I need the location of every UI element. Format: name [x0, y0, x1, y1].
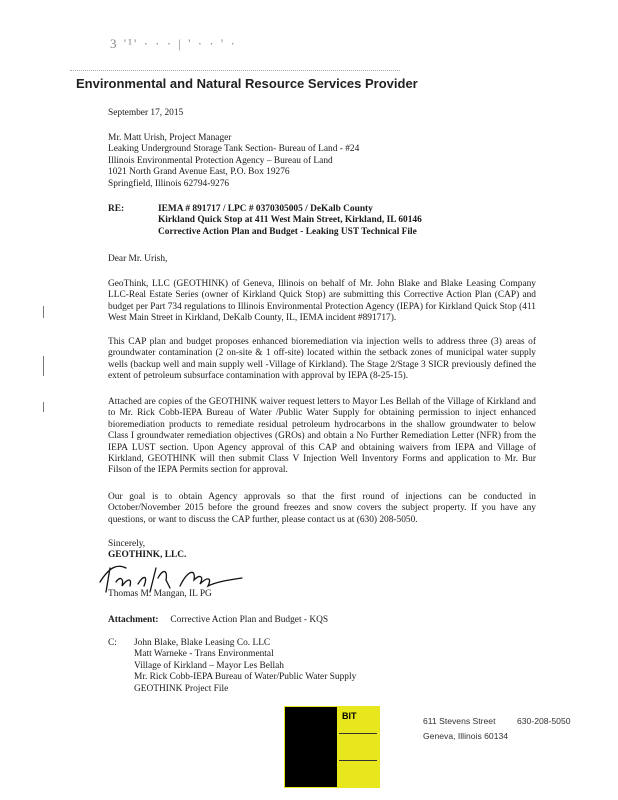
logo-text: BIT — [342, 711, 357, 721]
cc-item: GEOTHINK Project File — [134, 683, 229, 694]
cc-item: John Blake, Blake Leasing Co. LLC — [134, 638, 271, 648]
letterhead-tagline: Environmental and Natural Resource Services Provider — [76, 76, 418, 91]
body-paragraph-1: GeoThink, LLC (GEOTHINK) of Geneva, Illinois on behalf of Mr. John Blake and Blake Leasing Company LLC-Real Estate Series (owner of Kirkland Quick Stop) are submitting this Corrective Action Plan (CAP) and budget per Part 734 regulations to Illinois Environmental Protection Agency (IEPA) for Kirkland Quick Stop (411 West Main Street in Kirkland, DeKalb County, IL, IEMA incident #891717). — [108, 279, 536, 324]
subject-block — [158, 204, 422, 238]
margin-mark — [43, 356, 44, 376]
logo-rule — [339, 733, 377, 734]
body-paragraph-2: This CAP plan and budget proposes enhanced bioremediation via injection wells to address three (3) areas of groundwater contamination (2 on-site & 1 off-site) located within the setback zones of municipal water supply wells (backup well and main supply well -Village of Kirkland). The Stage 2/Stage 3 SICR previously defined the extent of petroleum subsurface contamination with approval by IEPA (8-25-15). — [108, 337, 536, 382]
cc-list — [134, 638, 356, 695]
cc-item: Matt Warneke - Trans Environmental — [134, 649, 274, 660]
header-dotted-rule — [70, 70, 400, 73]
footer-city: Geneva, Illinois 60134 — [423, 731, 509, 741]
top-scribble: 3 '¹' · · · | ' · · ' · — [110, 36, 237, 51]
subject-line: Kirkland Quick Stop at 411 West Main Street, Kirkland, IL 60146 — [158, 215, 422, 226]
re-label: RE: — [108, 204, 125, 214]
cc-item: Village of Kirkland – Mayor Les Bellah — [134, 660, 284, 671]
recipient-line: Illinois Environmental Protection Agency – Bureau of Land — [108, 155, 333, 166]
signer-name: Thomas M. Mangan, IL PG — [108, 589, 212, 599]
recipient-line: 1021 North Grand Avenue East, P.O. Box 19276 — [108, 167, 290, 178]
letter-date: September 17, 2015 — [108, 108, 184, 118]
closing-block — [108, 539, 186, 562]
attachment-line — [108, 615, 328, 626]
recipient-line: Leaking Underground Storage Tank Section- Bureau of Land - #24 — [108, 144, 360, 155]
footer-phone: 630-208-5050 — [517, 716, 571, 726]
body-paragraph-3: Attached are copies of the GEOTHINK waiver request letters to Mayor Les Bellah of the Village of Kirkland and to Mr. Rick Cobb-IEPA Bureau of Water /Public Water Supply for obtaining permission to inject enhanced bioremediation products to remediate residual petroleum hydrocarbons in the shallow groundwater to below Class I groundwater remediation objectives (GROs) and obtain a No Further Remediation Letter (NFR) from the IEPA LUST section. Upon Agency approval of this CAP and obtaining waivers from IEPA and Village of Kirkland, GEOTHINK will then submit Class V Injection Well Inventory Forms and application to Mr. Bur Filson of the IEPA Permits section for approval. — [108, 397, 536, 476]
subject-line: Corrective Action Plan and Budget - Leaking UST Technical File — [158, 226, 417, 237]
recipient-line: Mr. Matt Urish, Project Manager — [108, 133, 232, 143]
attachment-value: Corrective Action Plan and Budget - KQS — [170, 615, 329, 625]
logo-redaction-block — [285, 707, 337, 787]
subject-line: IEMA # 891717 / LPC # 0370305005 / DeKalb County — [158, 204, 373, 214]
closing: Sincerely, — [108, 539, 146, 549]
footer-street: 611 Stevens Street — [423, 716, 496, 726]
margin-mark — [43, 402, 44, 412]
company-name: GEOTHINK, LLC. — [108, 550, 187, 561]
recipient-address — [108, 133, 359, 190]
salutation: Dear Mr. Urish, — [108, 254, 168, 264]
cc-label: C: — [108, 638, 117, 648]
attachment-label: Attachment: — [108, 615, 159, 625]
body-paragraph-4: Our goal is to obtain Agency approvals so that the first round of injections can be conducted in October/November 2015 before the ground freezes and snow covers the subject property. If you have any questions, or want to discuss the CAP further, please contact us at (630) 208-5050. — [108, 492, 536, 525]
logo-rule — [339, 760, 377, 761]
cc-item: Mr. Rick Cobb-IEPA Bureau of Water/Public Water Supply — [134, 672, 357, 683]
recipient-line: Springfield, Illinois 62794-9276 — [108, 178, 230, 189]
margin-mark — [43, 306, 44, 318]
